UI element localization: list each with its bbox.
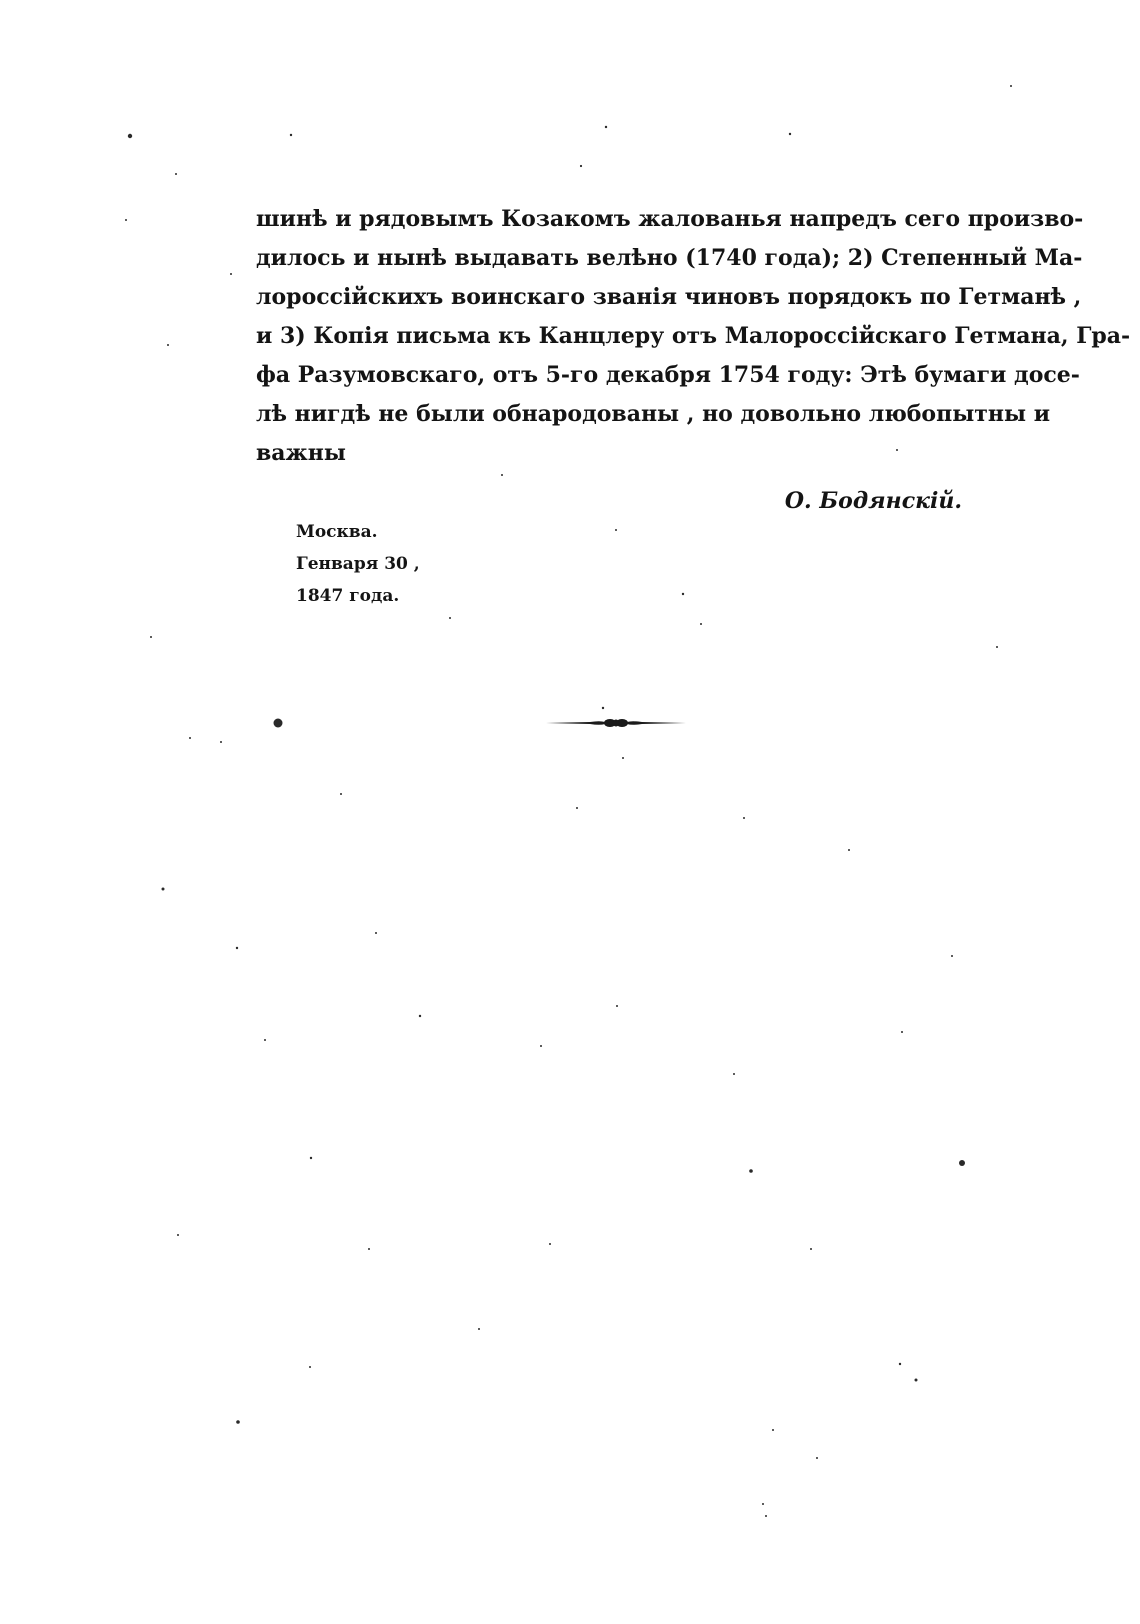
author-signature: О. Бодянскій. (784, 488, 962, 514)
dateline-year: 1847 года. (296, 586, 400, 606)
dateline (296, 516, 496, 612)
body-line: шинѣ и рядовымъ Козакомъ жалованья напредъ сего произво- (256, 206, 1084, 232)
dateline-date: Генваря 30 , (296, 554, 420, 574)
body-line: важны (256, 440, 346, 466)
end-ornament (546, 716, 686, 730)
body-line: и 3) Копія письма къ Канцлеру отъ Малороссійскаго Гетмана, Гра- (256, 323, 1131, 349)
body-line: дилось и нынѣ выдавать велѣно (1740 года); 2) Степенный Ма- (256, 245, 1083, 271)
body-line: фа Разумовскаго, отъ 5-го декабря 1754 году: Этѣ бумаги досе- (256, 362, 1080, 388)
body-line: лѣ нигдѣ не были обнародованы , но довольно любопытны и (256, 401, 1051, 427)
dateline-city: Москва. (296, 522, 378, 542)
body-line: лороссійскихъ воинскаго званія чиновъ порядокъ по Гетманѣ , (256, 284, 1082, 310)
body-paragraph (256, 200, 1131, 473)
